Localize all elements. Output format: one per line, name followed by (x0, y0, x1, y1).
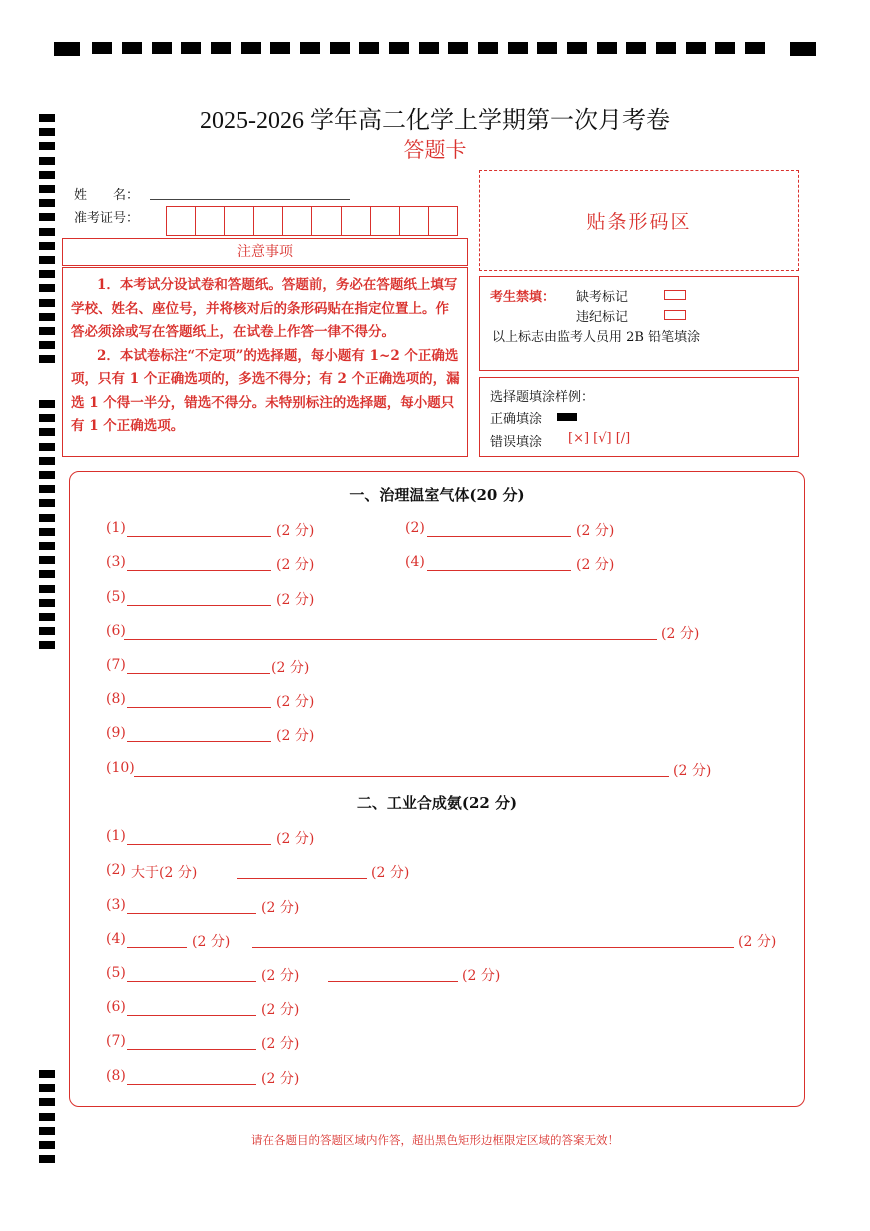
s1-q4-score: (2 分) (576, 557, 615, 573)
s2-q5-answer-a[interactable] (127, 981, 256, 982)
s2-q7-label: (7) (106, 1033, 126, 1049)
name-field[interactable] (150, 199, 350, 200)
timing-mark (39, 270, 55, 278)
timing-mark (39, 499, 55, 507)
s1-q6-label: (6) (106, 623, 126, 639)
timing-mark (39, 341, 55, 349)
s1-q2-score: (2 分) (576, 523, 615, 539)
page-title: 2025-2026 学年高二化学上学期第一次月考卷 (200, 108, 670, 134)
timing-mark (39, 457, 55, 465)
notice-item-1: 1．本考试分设试卷和答题纸。答题前，务必在答题纸上填写学校、姓名、座位号，并将核对后的条形码贴在指定位置上。作答必须涂或写在答题纸上，在试卷上作答一律不得分。 (71, 277, 458, 340)
timing-mark (39, 400, 55, 408)
absent-mark[interactable] (664, 287, 686, 302)
s2-q4-answer-a[interactable] (127, 947, 187, 948)
exam-marks-label: 考生禁填： (490, 290, 556, 305)
barcode-label: 贴条形码区 (586, 211, 692, 233)
name-label: 姓 名： (74, 188, 140, 203)
s2-q8-score: (2 分) (261, 1071, 300, 1087)
s2-q4-label: (4) (106, 931, 126, 947)
timing-mark (39, 1113, 55, 1121)
id-number-boxes[interactable] (166, 206, 458, 236)
s2-q2-text: 大于(2 分) (131, 865, 198, 881)
s2-q2-score: (2 分) (371, 865, 410, 881)
barcode-area (479, 170, 799, 271)
wrong-fill-samples: [×] [√] [/] (568, 431, 631, 446)
s1-q3-answer[interactable] (127, 570, 271, 571)
fill-example-box (479, 377, 799, 457)
timing-mark (39, 313, 55, 321)
timing-mark (39, 171, 55, 179)
s1-q1-answer[interactable] (127, 536, 271, 537)
exam-marks-note: 以上标志由监考人员用 2B 铅笔填涂 (492, 330, 701, 345)
violation-mark[interactable] (664, 307, 686, 322)
absent-label: 缺考标记 (576, 290, 629, 305)
violation-label: 违纪标记 (576, 310, 629, 325)
s1-q7-answer[interactable] (127, 673, 270, 674)
s1-q5-answer[interactable] (127, 605, 271, 606)
s1-q4-label: (4) (405, 554, 425, 570)
timing-mark (39, 599, 55, 607)
s2-q3-score: (2 分) (261, 900, 300, 916)
s1-q10-answer[interactable] (134, 776, 669, 777)
correct-fill-sample (557, 413, 577, 421)
s2-q1-label: (1) (106, 828, 126, 844)
s1-q8-label: (8) (106, 691, 126, 707)
section2-title: 二、工业合成氨(22 分) (356, 794, 518, 812)
timing-mark (39, 256, 55, 264)
timing-mark (39, 284, 55, 292)
timing-mark (39, 1070, 55, 1078)
timing-mark (39, 228, 55, 236)
s1-q9-score: (2 分) (276, 728, 315, 744)
s1-q9-answer[interactable] (127, 741, 271, 742)
exam-marks-box (479, 276, 799, 371)
timing-mark (39, 1084, 55, 1092)
s1-q6-score: (2 分) (661, 626, 700, 642)
s2-q1-answer[interactable] (127, 844, 271, 845)
s2-q4-score-b: (2 分) (738, 934, 777, 950)
timing-mark (39, 641, 55, 649)
s2-q4-answer-b[interactable] (252, 947, 734, 948)
s1-q1-score: (2 分) (276, 523, 315, 539)
timing-mark (39, 199, 55, 207)
notice-box (62, 267, 468, 457)
answer-area (69, 471, 805, 1107)
s1-q10-score: (2 分) (673, 763, 712, 779)
timing-mark (39, 528, 55, 536)
s1-q5-score: (2 分) (276, 592, 315, 608)
s1-q2-label: (2) (405, 520, 425, 536)
timing-mark (39, 627, 55, 635)
timing-mark (39, 185, 55, 193)
s2-q5-answer-b[interactable] (328, 981, 458, 982)
footer-note: 请在各题目的答题区域内作答，超出黑色矩形边框限定区域的答案无效！ (251, 1133, 619, 1147)
s2-q8-answer[interactable] (127, 1084, 256, 1085)
timing-mark (39, 585, 55, 593)
s2-q2-label: (2) (106, 862, 126, 878)
answer-sheet-subtitle: 答题卡 (403, 138, 467, 162)
s1-q1-label: (1) (106, 520, 126, 536)
timing-mark (39, 327, 55, 335)
s2-q6-answer[interactable] (127, 1015, 256, 1016)
notice-heading: 注意事项 (62, 238, 468, 266)
s2-q4-score-a: (2 分) (192, 934, 231, 950)
s1-q4-answer[interactable] (427, 570, 571, 571)
timing-mark (39, 570, 55, 578)
s2-q3-answer[interactable] (127, 913, 256, 914)
timing-mark (39, 443, 55, 451)
timing-mark (39, 355, 55, 363)
s2-q1-score: (2 分) (276, 831, 315, 847)
s1-q10-label: (10) (106, 760, 135, 776)
timing-mark (39, 471, 55, 479)
section1-title: 一、治理温室气体(20 分) (349, 486, 525, 504)
timing-mark (39, 542, 55, 550)
s1-q7-label: (7) (106, 657, 126, 673)
timing-mark (39, 428, 55, 436)
s2-q2-answer[interactable] (237, 878, 367, 879)
s2-q5-label: (5) (106, 965, 126, 981)
timing-mark (39, 613, 55, 621)
timing-mark (39, 242, 55, 250)
id-label: 准考证号： (74, 211, 140, 226)
notice-item-2: 2．本试卷标注“不定项”的选择题，每小题有 1~2 个正确选项，只有 1 个正确选项的，多选不得分；有 2 个正确选项的，漏选 1 个得一半分，错选不得分。未特别标注的选择题，每小题只有 1 个正确选项。 (71, 347, 460, 434)
s1-q3-label: (3) (106, 554, 126, 570)
timing-mark (39, 556, 55, 564)
s1-q9-label: (9) (106, 725, 126, 741)
timing-mark (39, 514, 55, 522)
s2-q8-label: (8) (106, 1068, 126, 1084)
timing-mark (39, 1155, 55, 1163)
wrong-fill-label: 错误填涂 (490, 435, 543, 450)
s2-q7-score: (2 分) (261, 1036, 300, 1052)
s1-q3-score: (2 分) (276, 557, 315, 573)
s1-q8-score: (2 分) (276, 694, 315, 710)
correct-fill-label: 正确填涂 (490, 412, 543, 427)
s1-q2-answer[interactable] (427, 536, 571, 537)
fill-example-heading: 选择题填涂样例： (490, 390, 595, 405)
s1-q6-answer[interactable] (124, 639, 657, 640)
s2-q6-label: (6) (106, 999, 126, 1015)
s2-q5-score-b: (2 分) (462, 968, 501, 984)
s2-q5-score-a: (2 分) (261, 968, 300, 984)
s2-q3-label: (3) (106, 897, 126, 913)
timing-mark (39, 485, 55, 493)
timing-mark (39, 1098, 55, 1106)
timing-mark (39, 414, 55, 422)
s2-q7-answer[interactable] (127, 1049, 256, 1050)
s1-q8-answer[interactable] (127, 707, 271, 708)
s2-q6-score: (2 分) (261, 1002, 300, 1018)
s1-q7-score: (2 分) (271, 660, 310, 676)
timing-mark (39, 213, 55, 221)
s1-q5-label: (5) (106, 589, 126, 605)
timing-mark (39, 299, 55, 307)
